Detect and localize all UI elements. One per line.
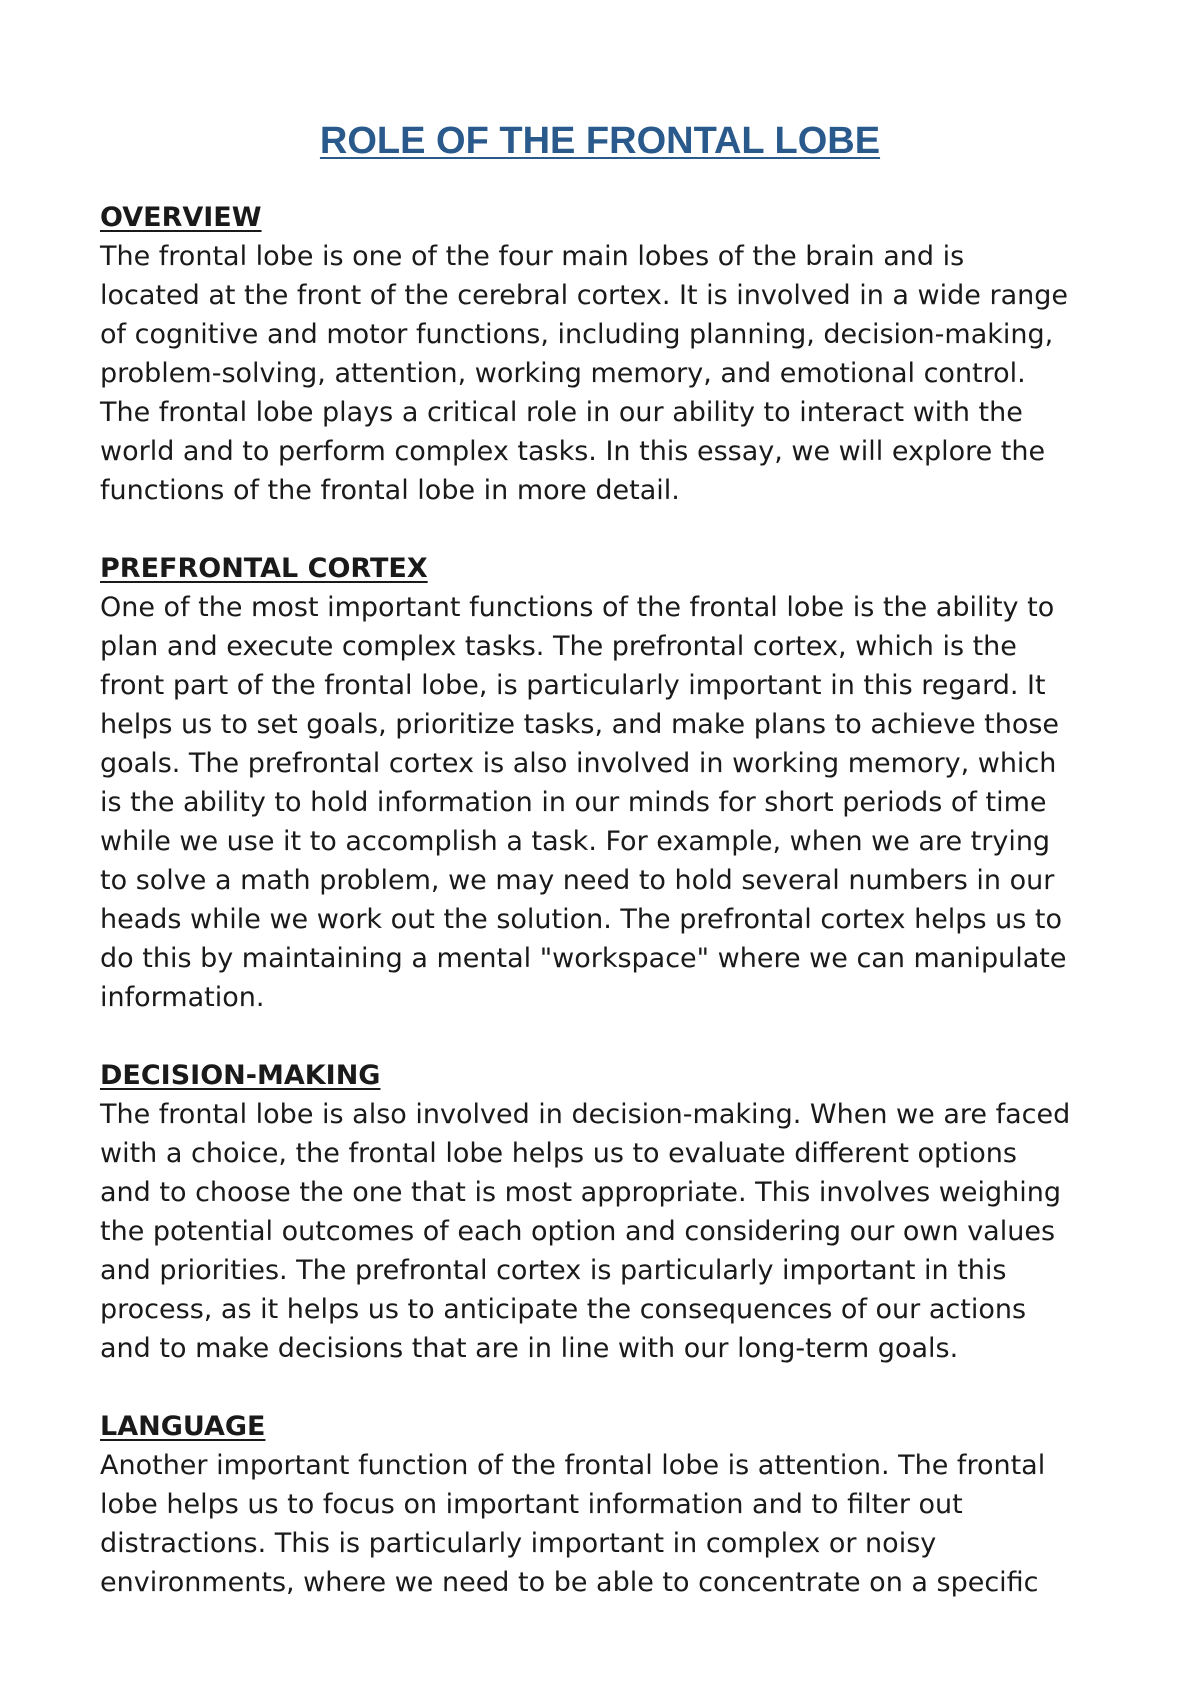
- text-line: lobe helps us to focus on important information and to filter out: [100, 1489, 963, 1520]
- section-overview: [100, 198, 1100, 510]
- section-heading: DECISION-MAKING: [100, 1060, 381, 1091]
- text-line: process, as it helps us to anticipate the consequences of our actions: [100, 1294, 1027, 1325]
- text-line: information.: [100, 982, 265, 1013]
- text-line: is the ability to hold information in our minds for short periods of time: [100, 787, 1047, 818]
- text-line: the potential outcomes of each option and considering our own values: [100, 1216, 1056, 1247]
- text-line: to solve a math problem, we may need to hold several numbers in our: [100, 865, 1055, 896]
- text-line: while we use it to accomplish a task. For example, when we are trying: [100, 826, 1051, 857]
- text-line: The frontal lobe is one of the four main lobes of the brain and is: [100, 241, 965, 272]
- section-language: [100, 1407, 1100, 1602]
- text-line: with a choice, the frontal lobe helps us to evaluate different options: [100, 1138, 1017, 1169]
- text-line: One of the most important functions of the frontal lobe is the ability to: [100, 592, 1055, 623]
- section-heading: LANGUAGE: [100, 1411, 266, 1442]
- text-line: do this by maintaining a mental "workspace" where we can manipulate: [100, 943, 1067, 974]
- text-line: Another important function of the frontal lobe is attention. The frontal: [100, 1450, 1046, 1481]
- text-line: distractions. This is particularly important in complex or noisy: [100, 1528, 937, 1559]
- text-line: The frontal lobe plays a critical role in our ability to interact with the: [100, 397, 1023, 428]
- text-line: plan and execute complex tasks. The prefrontal cortex, which is the: [100, 631, 1017, 662]
- text-line: located at the front of the cerebral cortex. It is involved in a wide range: [100, 280, 1068, 311]
- text-line: helps us to set goals, prioritize tasks, and make plans to achieve those: [100, 709, 1060, 740]
- section-paragraph: [100, 588, 1100, 1017]
- text-line: functions of the frontal lobe in more detail.: [100, 475, 680, 506]
- text-line: The frontal lobe is also involved in decision-making. When we are faced: [100, 1099, 1071, 1130]
- text-line: world and to perform complex tasks. In this essay, we will explore the: [100, 436, 1046, 467]
- text-line: of cognitive and motor functions, including planning, decision-making,: [100, 319, 1054, 350]
- section-decision-making: [100, 1056, 1100, 1368]
- document-body: [100, 198, 1100, 1641]
- text-line: and to choose the one that is most appropriate. This involves weighing: [100, 1177, 1061, 1208]
- section-prefrontal-cortex: [100, 549, 1100, 1017]
- section-heading: PREFRONTAL CORTEX: [100, 553, 428, 584]
- text-line: goals. The prefrontal cortex is also involved in working memory, which: [100, 748, 1057, 779]
- section-paragraph: [100, 1446, 1100, 1602]
- text-line: and to make decisions that are in line with our long-term goals.: [100, 1333, 959, 1364]
- document-title: [0, 116, 1200, 166]
- text-line: environments, where we need to be able to concentrate on a specific: [100, 1567, 1039, 1598]
- text-line: problem-solving, attention, working memory, and emotional control.: [100, 358, 1026, 389]
- text-line: heads while we work out the solution. The prefrontal cortex helps us to: [100, 904, 1062, 935]
- section-heading: OVERVIEW: [100, 202, 262, 233]
- document-title-text: ROLE OF THE FRONTAL LOBE: [319, 120, 881, 162]
- text-line: front part of the frontal lobe, is particularly important in this regard. It: [100, 670, 1046, 701]
- text-line: and priorities. The prefrontal cortex is particularly important in this: [100, 1255, 1007, 1286]
- section-paragraph: [100, 237, 1100, 510]
- section-paragraph: [100, 1095, 1100, 1368]
